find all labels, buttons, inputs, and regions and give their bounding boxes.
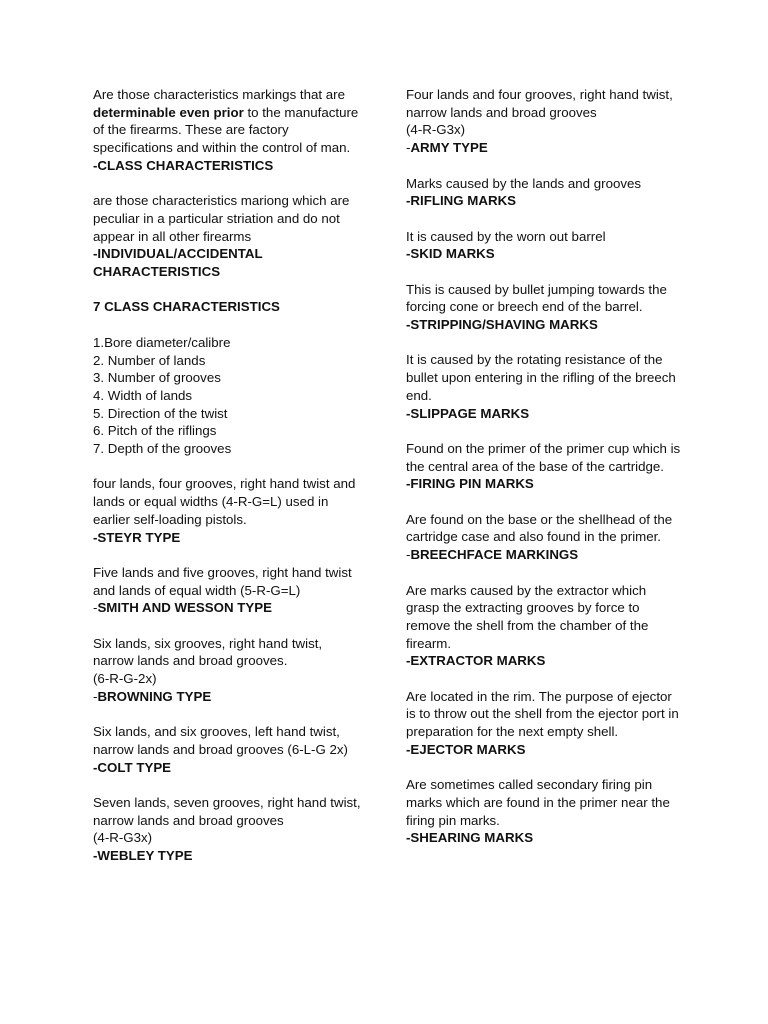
list-item: 2. Number of lands — [93, 352, 206, 368]
definition-text: Marks caused by the lands and grooves — [406, 175, 642, 191]
term-line: -BREECHFACE MARKINGS — [406, 547, 579, 563]
term-label: ARMY TYPE — [410, 140, 488, 156]
definition-text: Are located in the rim. The purpose of ejector is to throw out the shell from the ejector port in preparation for the next empty shell. — [406, 688, 679, 740]
definition-text: Are found on the base or the shellhead of the cartridge case and also found in the primer. — [406, 511, 673, 545]
term-label: -STRIPPING/SHAVING MARKS — [406, 317, 598, 333]
term-label: -COLT TYPE — [93, 759, 172, 775]
term-label: -EJECTOR MARKS — [406, 741, 526, 757]
term-line: -BROWNING TYPE — [93, 688, 212, 704]
code-text: (6-R-G-2x) — [93, 671, 157, 687]
stripping-marks-entry — [406, 281, 681, 334]
definition-text: Seven lands, seven grooves, right hand twist, narrow lands and broad grooves — [93, 795, 361, 828]
definition-text: Six lands, six grooves, right hand twist, narrow lands and broad grooves. — [93, 635, 323, 669]
slippage-marks-entry — [406, 351, 681, 422]
list-item: 5. Direction of the twist — [93, 405, 228, 421]
browning-type-entry — [93, 635, 365, 706]
class-characteristics-list — [93, 334, 365, 458]
definition-text: It is caused by the worn out barrel — [406, 228, 606, 244]
term-label: BREECHFACE MARKINGS — [410, 547, 579, 563]
skid-marks-entry — [406, 228, 681, 263]
definition-text: Are sometimes called secondary firing pin marks which are found in the primer near the firing pin marks. — [406, 777, 670, 828]
term-label: -STEYR TYPE — [93, 529, 181, 545]
class-characteristics-entry — [93, 86, 365, 175]
ejector-marks-entry — [406, 688, 681, 759]
army-type-entry — [406, 86, 681, 157]
list-item: 6. Pitch of the riflings — [93, 423, 217, 439]
definition-text: This is caused by bullet jumping towards the forcing cone or breech end of the barrel. — [406, 281, 667, 315]
shearing-marks-entry — [406, 776, 681, 847]
left-column — [93, 86, 365, 883]
term-line: -SMITH AND WESSON TYPE — [93, 600, 273, 616]
term-label: -INDIVIDUAL/ACCIDENTAL CHARACTERISTICS — [93, 246, 263, 280]
term-label: -WEBLEY TYPE — [93, 848, 193, 864]
rifling-marks-entry — [406, 175, 681, 210]
class-characteristics-heading-block — [93, 298, 365, 316]
code-text: (4-R-G3x) — [406, 122, 466, 138]
definition-text: four lands, four grooves, right hand twist and lands or equal widths (4-R-G=L) used in earlier self-loading pistols. — [93, 476, 356, 527]
emphasis-text: determinable even prior — [93, 104, 244, 120]
definition-text: It is caused by the rotating resistance of the bullet upon entering in the rifling of the breech end. — [406, 352, 676, 403]
term-label: -SHEARING MARKS — [406, 830, 534, 846]
colt-type-entry — [93, 723, 365, 776]
list-item: 7. Depth of the grooves — [93, 441, 232, 457]
definition-text: Six lands, and six grooves, left hand twist, narrow lands and broad grooves (6-L-G 2x) — [93, 724, 348, 757]
term-label: -SLIPPAGE MARKS — [406, 405, 530, 421]
list-item: 1.Bore diameter/calibre — [93, 334, 231, 350]
firing-pin-marks-entry — [406, 440, 681, 493]
list-item: 4. Width of lands — [93, 387, 193, 403]
section-heading: 7 CLASS CHARACTERISTICS — [93, 299, 280, 315]
list-item: 3. Number of grooves — [93, 370, 221, 386]
webley-type-entry — [93, 794, 365, 865]
term-label: -CLASS CHARACTERISTICS — [93, 157, 274, 173]
definition-text: Five lands and five grooves, right hand twist and lands of equal width (5-R-G=L) — [93, 564, 352, 598]
term-label: -RIFLING MARKS — [406, 193, 517, 209]
term-label: -FIRING PIN MARKS — [406, 476, 534, 492]
definition-text: Four lands and four grooves, right hand twist, narrow lands and broad grooves — [406, 87, 673, 120]
extractor-marks-entry — [406, 582, 681, 671]
smith-and-wesson-entry — [93, 564, 365, 617]
term-label: -EXTRACTOR MARKS — [406, 653, 546, 669]
definition-text: Found on the primer of the primer cup which is the central area of the base of the cartridge. — [406, 440, 681, 474]
term-label: BROWNING TYPE — [97, 688, 212, 704]
right-column — [406, 86, 681, 865]
breechface-markings-entry — [406, 511, 681, 564]
term-label: -SKID MARKS — [406, 246, 495, 262]
steyr-type-entry — [93, 475, 365, 546]
class-characteristics-list-block — [93, 334, 365, 458]
term-label: SMITH AND WESSON TYPE — [97, 600, 273, 616]
definition-text: are those characteristics mariong which are peculiar in a particular striation and do not appear in all other firearms — [93, 193, 350, 244]
term-line: -ARMY TYPE — [406, 140, 488, 156]
definition-text: Are marks caused by the extractor which grasp the extracting grooves by force to remove the shell from the chamber of the firearm. — [406, 582, 649, 651]
code-text: (4-R-G3x) — [93, 830, 153, 846]
definition-text: Are those characteristics markings that are determinable even prior to the manufacture of the firearms. These are factory specifications and within the control of man. — [93, 87, 359, 156]
individual-characteristics-entry — [93, 192, 365, 281]
